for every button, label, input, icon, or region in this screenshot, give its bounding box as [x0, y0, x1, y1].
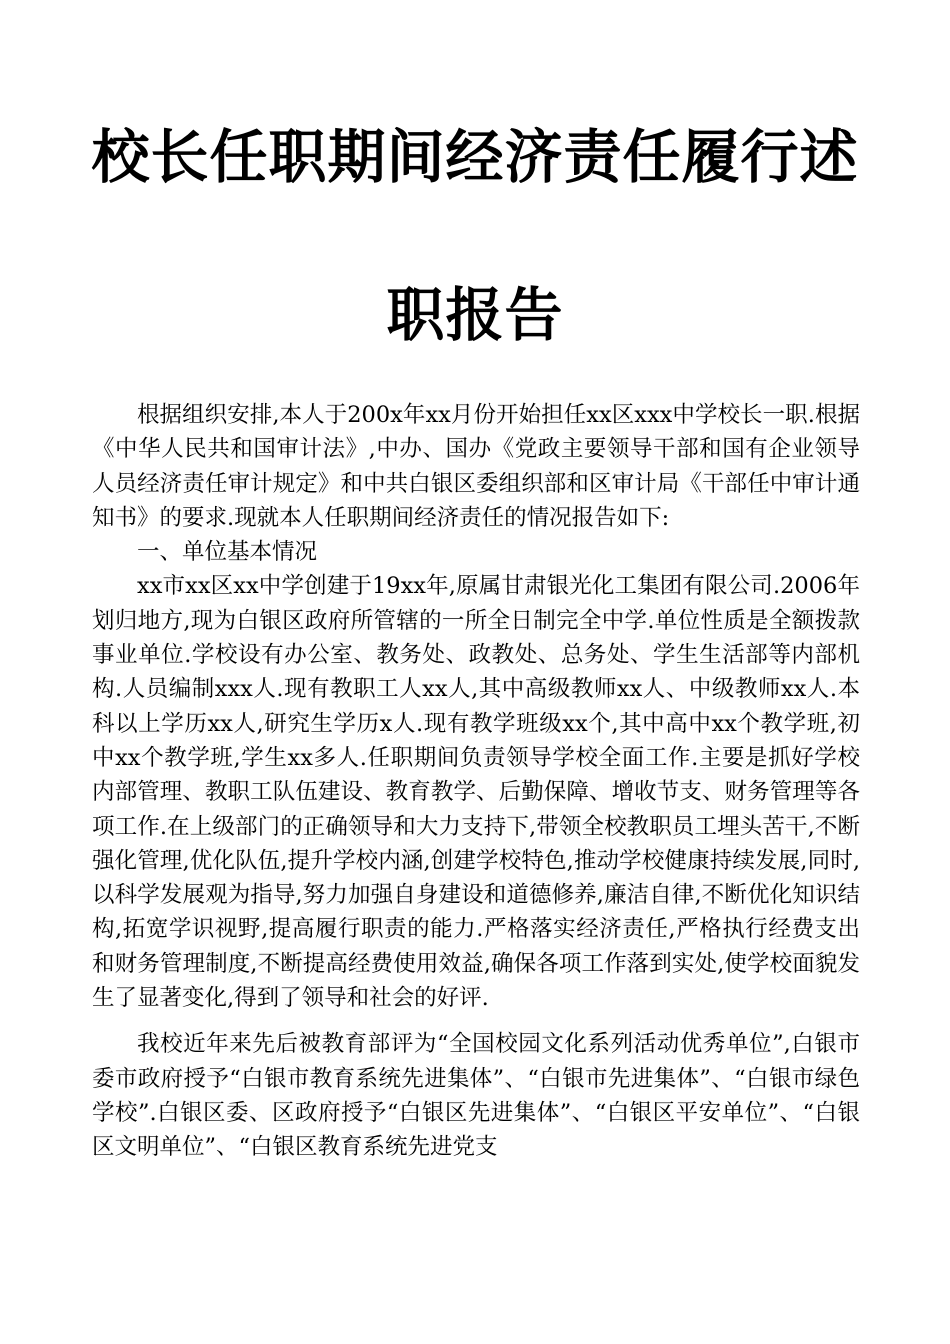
document-body — [92, 398, 860, 1165]
document-title-line-2: 职报告 — [386, 281, 564, 349]
paragraph-honors: 我校近年来先后被教育部评为“全国校园文化系列活动优秀单位”,白银市委市政府授予“白银市教育系统先进集体”、“白银市先进集体”、“白银市绿色学校”.白银区委、区政府授予“白银区先进集体”、“白银区平安单位”、“白银区文明单位”、“白银区教育系统先进党支 — [92, 1031, 860, 1161]
paragraph-basic-info: xx市xx区xx中学创建于19xx年,原属甘肃银光化工集团有限公司.2006年划归地方,现为白银区政府所管辖的一所全日制完全中学.单位性质是全额拨款事业单位.学校设有办公室、教务处、政教处、总务处、学生生活部等内部机构.人员编制xxx人.现有教职工人xx人,其中高级教师xx人、中级教师xx人.本科以上学历xx人,研究生学历x人.现有教学班级xx个,其中高中xx个教学班,初中xx个教学班,学生xx多人.任职期间负责领导学校全面工作.主要是抓好学校内部管理、教职工队伍建设、教育教学、后勤保障、增收节支、财务管理等各项工作.在上级部门的正确领导和大力支持下,带领全校教职员工埋头苦干,不断强化管理,优化队伍,提升学校内涵,创建学校特色,推动学校健康持续发展,同时,以科学发展观为指导,努力加强自身建设和道德修养,廉洁自律,不断优化知识结构,拓宽学识视野,提高履行职责的能力.严格落实经济责任,严格执行经费支出和财务管理制度,不断提高经费使用效益,确保各项工作落到实处,使学校面貌发生了显著变化,得到了领导和社会的好评. — [92, 573, 860, 1012]
section-heading-basic-info: 一、单位基本情况 — [137, 539, 318, 566]
document-title-line-1: 校长任职期间经济责任履行述 — [91, 123, 859, 191]
paragraph-intro: 根据组织安排,本人于200x年xx月份开始担任xx区xxx中学校长一职.根据《中华人民共和国审计法》,中办、国办《党政主要领导干部和国有企业领导人员经济责任审计规定》和中共白银区委组织部和区审计局《干部任中审计通知书》的要求.现就本人任职期间经济责任的情况报告如下: — [92, 402, 860, 531]
